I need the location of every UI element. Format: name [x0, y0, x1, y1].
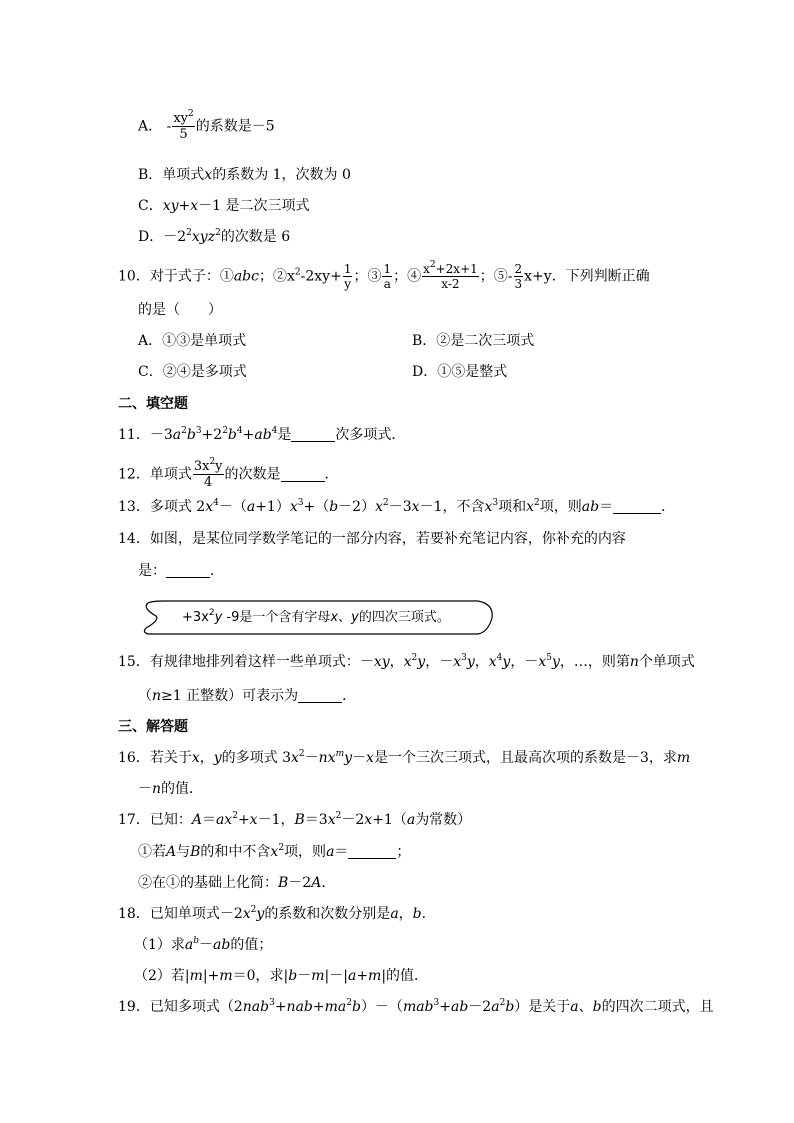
question-number: 15． — [118, 654, 150, 670]
variable: b — [592, 999, 602, 1015]
exponent: 2 — [298, 749, 305, 759]
question-text: ＝0，求| — [232, 968, 289, 984]
variable: x — [205, 499, 214, 515]
exponent: 5 — [546, 653, 552, 663]
section-heading-problems: 三、解答题 — [118, 719, 188, 735]
fraction-numerator: 1 — [343, 262, 352, 276]
circled-number: ① — [219, 268, 234, 285]
question-text: ． — [661, 499, 676, 515]
question-text: 是一个三次三项式，且最高次项的系数是－3，求 — [373, 750, 677, 766]
expression: + — [237, 812, 250, 828]
variable: m — [676, 750, 691, 766]
exponent: 2 — [188, 109, 194, 119]
circled-number: ③ — [367, 268, 382, 285]
expression: x — [286, 268, 295, 285]
variable: ax — [215, 812, 233, 828]
answer-blank[interactable] — [281, 467, 325, 482]
separator: ， — [398, 906, 413, 922]
separator: ， — [199, 750, 214, 766]
expression: ＝3 — [304, 812, 328, 828]
question-text: 项，则 — [539, 499, 582, 515]
variable: ab — [581, 499, 600, 515]
q18-part1 — [134, 935, 272, 955]
question-number: 10． — [118, 268, 150, 285]
variable: y — [213, 750, 222, 766]
expression: －（ — [218, 499, 247, 515]
expression: －2） — [338, 499, 376, 515]
expression: +1（ — [372, 812, 407, 828]
option-text: ②④是多项式 — [162, 364, 247, 380]
variable: n — [152, 688, 162, 704]
question-text: ≥1 正整数）可表示为 — [161, 688, 299, 704]
fraction-denominator: 5 — [179, 127, 188, 142]
expression: + — [439, 999, 451, 1015]
q11 — [118, 425, 405, 445]
variable: b — [351, 999, 361, 1015]
expression: ＝ — [201, 812, 216, 828]
q9-option-a — [138, 111, 275, 142]
variable: x — [191, 750, 200, 766]
question-text: （2）若| — [134, 968, 190, 984]
question-text: 如图，是某位同学数学笔记的一部分内容，若要补充笔记内容，你补充的内容 — [149, 531, 626, 547]
exponent: 2 — [346, 998, 352, 1008]
variable: y — [214, 610, 223, 625]
expression: －2 — [163, 229, 187, 245]
expression: －3 — [149, 427, 173, 443]
expression: -2xy+ — [300, 268, 342, 285]
exponent: b — [193, 936, 200, 946]
q16 — [118, 748, 690, 768]
fraction — [382, 262, 392, 291]
option-text: ②是二次三项式 — [436, 333, 535, 349]
answer-blank[interactable] — [298, 688, 342, 703]
option-label: A． — [138, 333, 163, 349]
question-text: （ — [138, 688, 152, 704]
exponent: 3 — [461, 653, 467, 663]
variable: y — [502, 654, 511, 670]
question-number: 18． — [118, 906, 150, 922]
question-text: 已知： — [149, 812, 192, 828]
option-label: D． — [138, 229, 164, 245]
expression: ）－（ — [360, 999, 403, 1015]
note-content — [182, 606, 450, 625]
question-text: 项和 — [498, 499, 527, 515]
variable: x — [375, 499, 383, 515]
expression: +1） — [255, 499, 290, 515]
question-text: 已知多项式（2 — [149, 999, 243, 1015]
option-text: 的次数是 6 — [220, 229, 291, 245]
variable: a — [570, 999, 579, 1015]
expression: ＝ — [334, 844, 349, 860]
separator: ； — [393, 268, 408, 285]
question-number: 16． — [118, 750, 150, 766]
q9-option-d — [138, 227, 290, 247]
variable: a — [347, 968, 357, 984]
question-text: 的次数是 — [224, 466, 281, 483]
expression: + — [356, 968, 369, 984]
separator: ； — [258, 268, 273, 285]
option-text: 的系数为 1，次数为 0 — [212, 167, 351, 183]
expression: －1， — [257, 812, 295, 828]
question-text: 是 — [277, 427, 292, 443]
question-text: （1）求 — [134, 937, 185, 953]
expression: － — [297, 968, 312, 984]
variable: a — [246, 499, 256, 515]
question-text: ． — [342, 688, 357, 704]
q17 — [118, 810, 471, 830]
variable: a — [184, 937, 194, 953]
variable: b — [186, 427, 196, 443]
variable: b — [329, 499, 339, 515]
variable: B — [294, 812, 305, 828]
q15 — [118, 652, 695, 672]
variable: m — [189, 968, 203, 984]
variable: x — [249, 812, 258, 828]
exponent: 2 — [232, 811, 238, 821]
q17-part2 — [138, 873, 335, 893]
variable: x — [204, 167, 213, 183]
circled-number: ② — [272, 268, 287, 285]
question-text: 已知单项式－2 — [149, 906, 243, 922]
variable: x — [453, 654, 462, 670]
expression: － — [199, 937, 214, 953]
separator: 、 — [578, 999, 593, 1015]
variable: xyz — [191, 229, 216, 245]
variable: B — [278, 875, 289, 891]
question-text: ）是关于 — [514, 999, 571, 1015]
expression: |+ — [202, 968, 220, 984]
variable: m — [311, 968, 325, 984]
option-text: 单项式 — [162, 167, 205, 183]
separator: ， — [474, 654, 489, 670]
question-text: 的值； — [230, 937, 273, 953]
variable: y — [551, 654, 560, 670]
variable: x — [488, 654, 497, 670]
q14-line2 — [138, 561, 224, 581]
variable: x — [366, 750, 374, 766]
exponent: 2 — [209, 457, 216, 467]
q14 — [118, 529, 626, 549]
option-text: ①③是单项式 — [162, 333, 247, 349]
question-text: ； — [396, 844, 411, 860]
question-text: 的值． — [161, 781, 204, 797]
exponent: 2 — [383, 498, 389, 508]
q10-option-a — [138, 331, 246, 351]
answer-blank[interactable] — [348, 844, 396, 859]
expression: +2 — [201, 427, 223, 443]
separator: ，－ — [425, 654, 454, 670]
q17-part1 — [138, 842, 410, 862]
variable: y — [351, 610, 359, 625]
question-number: 17． — [118, 812, 150, 828]
question-text: 的是（ ） — [138, 302, 222, 318]
question-text: 是： — [138, 563, 166, 579]
variable: n — [629, 654, 639, 670]
separator: ， — [389, 654, 404, 670]
expression: －2 — [468, 999, 492, 1015]
expression: － — [304, 750, 319, 766]
variable: nab — [242, 999, 270, 1015]
note-text: 的四次三项式。 — [358, 610, 450, 625]
q18-part2 — [134, 966, 428, 986]
question-text: ． — [210, 563, 224, 579]
variable: x — [411, 499, 420, 515]
variable: B — [190, 844, 201, 860]
question-text: ＝ — [599, 499, 614, 515]
question-number: 19． — [118, 999, 150, 1015]
exponent: 2 — [429, 260, 436, 270]
exponent: 2 — [278, 843, 285, 853]
variable: m — [219, 968, 233, 984]
note-text: -9是一个含有字母 — [222, 610, 331, 625]
variable: a — [390, 906, 399, 922]
variable: A — [191, 812, 202, 828]
option-label: B． — [138, 167, 163, 183]
variable: m — [368, 968, 382, 984]
variable: b — [505, 999, 515, 1015]
exponent: 2 — [411, 653, 418, 663]
separator: ； — [353, 268, 368, 285]
variable: b — [227, 427, 237, 443]
variable: mab — [402, 999, 434, 1015]
variable: y — [344, 750, 353, 766]
q16-line2 — [138, 779, 203, 799]
exponent: 2 — [335, 811, 342, 821]
expression: －2 — [288, 875, 312, 891]
exponent: 3 — [297, 498, 304, 508]
q10-option-b — [412, 331, 534, 351]
exponent: 3 — [492, 498, 499, 508]
variable: y — [417, 654, 426, 670]
variable: y — [466, 654, 475, 670]
q10-stem-line2 — [138, 300, 222, 320]
section-heading-fill-in: 二、填空题 — [118, 396, 188, 412]
variable: nx — [318, 750, 336, 766]
fraction-numerator: +2x+1 — [435, 262, 478, 276]
variable: A — [166, 844, 177, 860]
fraction — [422, 262, 479, 291]
fraction-denominator: y — [344, 277, 352, 291]
variable: x — [291, 750, 299, 766]
variable: ab — [254, 427, 272, 443]
option-label: D． — [412, 364, 438, 380]
fraction-numerator: 2 — [514, 262, 523, 276]
variable: x — [364, 812, 373, 828]
variable: ma — [324, 999, 347, 1015]
neg-sign: - — [507, 268, 513, 285]
option-label: B． — [412, 333, 437, 349]
question-text: 对于式子： — [149, 268, 220, 285]
option-label: A． — [138, 118, 163, 135]
expression: + — [242, 427, 255, 443]
expression: xy+x — [162, 198, 199, 214]
question-text: －1，不含 — [419, 499, 485, 515]
expression: + — [274, 999, 287, 1015]
circled-number: ⑤ — [493, 268, 508, 285]
fraction — [343, 262, 353, 291]
variable: x — [242, 906, 251, 922]
expression: － — [138, 781, 152, 797]
exponent: 2 — [499, 998, 506, 1008]
option-text: －1 是二次三项式 — [198, 198, 310, 214]
expression: abc — [233, 268, 259, 285]
question-text: 的四次二项式，且 — [601, 999, 714, 1015]
question-number: 11． — [118, 427, 150, 443]
option-text: ①⑤是整式 — [437, 364, 508, 380]
exponent: 4 — [496, 653, 503, 663]
expression: －3 — [388, 499, 412, 515]
variable: x — [403, 654, 412, 670]
neg-sign: - — [166, 118, 172, 135]
variable: a — [326, 844, 335, 860]
exponent: 2 — [208, 608, 215, 618]
fraction-numerator: 3x — [193, 459, 210, 474]
exponent: 2 — [181, 426, 187, 436]
fraction — [172, 111, 194, 142]
expression: －2 — [341, 812, 365, 828]
exponent: 2 — [215, 228, 221, 238]
question-text: 项，则 — [284, 844, 327, 860]
fraction — [193, 459, 224, 490]
q13 — [118, 497, 675, 517]
question-number: 13． — [118, 499, 150, 515]
question-number: 12． — [118, 466, 150, 483]
variable: ab — [213, 937, 231, 953]
question-text: ，…，则第 — [559, 654, 630, 670]
q10-option-c — [138, 362, 247, 382]
exponent: 2 — [294, 267, 301, 278]
q10-stem — [118, 262, 650, 291]
question-text: 的系数和次数分别是 — [264, 906, 391, 922]
fraction — [514, 262, 524, 291]
answer-blank[interactable] — [613, 499, 661, 514]
variable: x — [327, 812, 336, 828]
question-text: ．下列判断正确 — [551, 268, 650, 285]
variable: x — [484, 499, 493, 515]
exponent: 3 — [269, 998, 275, 1008]
question-text: 的和中不含 — [200, 844, 271, 860]
question-text: 次多项式． — [335, 427, 406, 443]
note-expression: +3x — [182, 610, 209, 625]
variable: x — [330, 610, 339, 625]
variable: b — [412, 906, 422, 922]
exponent: 3 — [433, 998, 440, 1008]
q10-option-d — [412, 362, 507, 382]
question-text: 单项式 — [149, 466, 192, 483]
q12 — [118, 459, 339, 490]
fraction-numerator: xy — [173, 111, 188, 126]
variable: a — [406, 812, 416, 828]
fraction-numerator: y — [215, 459, 223, 474]
q9-option-b — [138, 165, 351, 185]
answer-blank[interactable] — [291, 427, 335, 442]
option-label: C． — [138, 364, 163, 380]
exponent: 2 — [250, 905, 257, 915]
variable: b — [288, 968, 298, 984]
exponent: 4 — [271, 426, 278, 436]
exponent: 2 — [186, 228, 192, 238]
variable: a — [172, 427, 182, 443]
fraction-denominator: 3 — [514, 277, 523, 291]
q15-line2 — [138, 686, 356, 706]
question-text: ． — [321, 875, 336, 891]
separator: ； — [479, 268, 494, 285]
circled-number: ④ — [407, 268, 422, 285]
question-text: ． — [421, 906, 436, 922]
question-text: 与 — [176, 844, 191, 860]
variable: nab — [286, 999, 313, 1015]
variable: n — [152, 781, 162, 797]
variable: ab — [451, 999, 469, 1015]
separator: ，－ — [510, 654, 539, 670]
variable: a — [491, 999, 500, 1015]
question-text: ②在①的基础上化简： — [138, 875, 278, 891]
expression: x+y — [524, 268, 552, 285]
question-text: |的值． — [381, 968, 429, 984]
expression: +（ — [303, 499, 330, 515]
fraction-numerator: x — [423, 262, 430, 276]
question-text: 有规律地排列着这样一些单项式：－ — [149, 654, 374, 670]
question-text: ①若 — [138, 844, 166, 860]
fraction-denominator: x-2 — [441, 277, 460, 291]
exponent: m — [335, 749, 345, 759]
variable: x — [526, 499, 535, 515]
fraction-denominator: a — [383, 277, 391, 291]
variable: A — [311, 875, 322, 891]
expression: － — [352, 750, 367, 766]
variable: x — [270, 844, 279, 860]
variable: y — [256, 906, 265, 922]
question-text: 多项式 2 — [149, 499, 206, 515]
exponent: 4 — [213, 498, 219, 508]
expression: + — [312, 999, 325, 1015]
variable: x — [289, 499, 298, 515]
note-text: 、 — [338, 610, 352, 625]
fraction-denominator: 4 — [204, 475, 213, 490]
answer-blank[interactable] — [166, 563, 210, 578]
variable: x — [538, 654, 547, 670]
exponent: 2 — [222, 426, 228, 436]
question-number: 14． — [118, 531, 150, 547]
question-text: ． — [324, 466, 339, 483]
option-label: C． — [138, 198, 163, 214]
question-text: 的多项式 3 — [221, 750, 292, 766]
question-text: 个单项式 — [638, 654, 695, 670]
question-text: 为常数） — [415, 812, 472, 828]
option-text: 的系数是－5 — [195, 118, 275, 135]
q9-option-c — [138, 196, 310, 216]
q19 — [118, 997, 714, 1017]
exponent: 3 — [195, 426, 202, 436]
expression: |－| — [324, 968, 348, 984]
fraction-numerator: 1 — [383, 262, 392, 276]
q18 — [118, 904, 436, 924]
exponent: 2 — [534, 498, 540, 508]
exponent: 4 — [236, 426, 243, 436]
question-text: 若关于 — [149, 750, 192, 766]
variable: xy — [373, 654, 390, 670]
